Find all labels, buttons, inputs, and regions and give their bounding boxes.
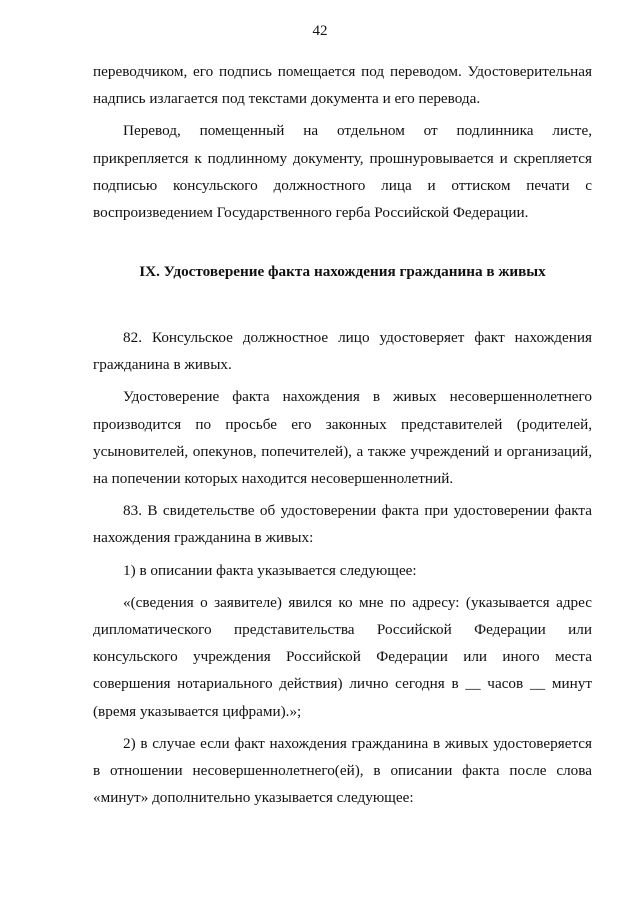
paragraph-83-item-2: 2) в случае если факт нахождения гражданина в живых удостоверяется в отношении несовершеннолетнего(ей), в описании факта после слова «минут» дополнительно указывается следующее:: [93, 734, 592, 807]
paragraph-83-item-1: 1) в описании факта указывается следующее:: [123, 561, 417, 579]
paragraph-minor-certification: Удостоверение факта нахождения в живых несовершеннолетнего производится по просьбе его законных представителей (родителей, усыновителей, опекунов, попечителей), а также учреждений и организаций, на попечении которых находится несовершеннолетний.: [93, 388, 592, 488]
paragraph-translation-attachment: Перевод, помещенный на отдельном от подлинника листе, прикрепляется к подлинному документу, прошнуровывается и скрепляется подписью консульского должностного лица и оттиском печати с воспроизведением Государственного герба Российской Федерации.: [93, 122, 592, 222]
paragraph-fact-description-quote: «(сведения о заявителе) явился ко мне по адресу: (указывается адрес дипломатического представительства Российской Федерации или консульского учреждения Российской Федерации или иного места совершения нотариального действия) лично сегодня в __ часов __ минут (время указывается цифрами).»;: [93, 593, 592, 720]
section-heading: IX. Удостоверение факта нахождения гражданина в живых: [139, 263, 546, 280]
paragraph-83: 83. В свидетельстве об удостоверении факта при удостоверении факта нахождения гражданина в живых:: [93, 502, 592, 547]
paragraph-82: 82. Консульское должностное лицо удостоверяет факт нахождения гражданина в живых.: [93, 329, 592, 374]
top-text-block: [93, 58, 592, 226]
main-text-block: [93, 324, 592, 811]
page-number: 42: [312, 23, 328, 39]
paragraph-translator-signature: переводчиком, его подпись помещается под переводом. Удостоверительная надпись излагается под текстами документа и его перевода.: [93, 63, 592, 108]
